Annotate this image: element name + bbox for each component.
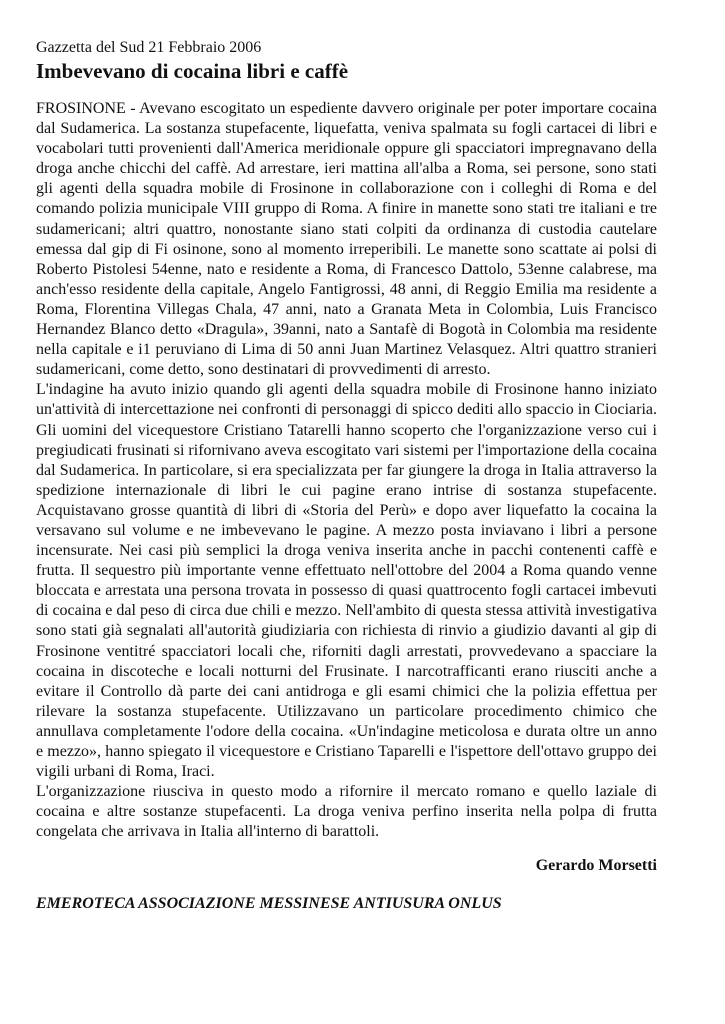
article-paragraph-3: L'organizzazione riusciva in questo modo a rifornire il mercato romano e quello laziale di cocaina e altre sostanze stupefacenti. La droga veniva perfino inserita nella polpa di frutta congelata che arrivava in Italia all'interno di barattoli. bbox=[36, 783, 657, 841]
newspaper-source-date: Gazzetta del Sud 21 Febbraio 2006 bbox=[36, 39, 262, 56]
article-author: Gerardo Morsetti bbox=[535, 857, 657, 875]
article-paragraph-1: FROSINONE - Avevano escogitato un espediente davvero originale per poter importare cocaina dal Sudamerica. La sostanza stupefacente, liquefatta, veniva spalmata su fogli cartacei di libri e vocabolari tutti provenienti dall'America meridionale oppure gli spacciatori impregnavano della droga anche chicchi del caffè. Ad arrestare, ieri mattina all'alba a Roma, sei persone, sono stati gli agenti della squadra mobile di Frosinone in collaborazione con i colleghi di Roma e del comando polizia municipale VIII gruppo di Roma. A finire in manette sono stati tre italiani e tre sudamericani; altri quattro, nonostante siano stati colpiti da ordinanza di custodia cautelare emessa dal gip di Fi osinone, sono al momento irreperibili. Le manette sono scattate ai polsi di Roberto Pistolesi 54enne, nato e residente a Roma, di Francesco Dattolo, 53enne calabrese, ma anch'esso residente della capitale, Angelo Fantigrossi, 48 anni, di Reggio Emilia ma residente a Roma, Florentina Villegas Chala, 47 anni, nato a Granata Meta in Colombia, Luis Francisco Hernandez Blanco detto «Dragula», 39anni, nato a Santafè di Bogotà in Colombia ma residente nella capitale e i1 peruviano di Lima di 50 anni Juan Martinez Velasquez. Altri quattro stranieri sudamericani, come detto, sono destinatari di provvedimenti di arresto. bbox=[36, 100, 657, 379]
article-headline: Imbevevano di cocaina libri e caffè bbox=[36, 59, 349, 83]
archive-footer: EMEROTECA ASSOCIAZIONE MESSINESE ANTIUSURA ONLUS bbox=[36, 895, 502, 913]
article-paragraph-2: L'indagine ha avuto inizio quando gli agenti della squadra mobile di Frosinone hanno iniziato un'attività di intercettazione nei confronti di personaggi di spicco dediti allo spaccio in Ciociaria. Gli uomini del vicequestore Cristiano Tatarelli hanno scoperto che l'organizzazione verso cui i pregiudicati frusinati si rifornivano aveva escogitato vari sistemi per l'importazione della cocaina dal Sudamerica. In particolare, si era specializzata per far giungere la droga in Italia attraverso la spedizione internazionale di libri le cui pagine erano intrise di sostanza stupefacente. Acquistavano grosse quantità di libri di «Storia del Perù» e dopo aver liquefatto la cocaina la versavano sul volume e ne imbevevano le pagine. A mezzo posta inviavano i libri a persone incensurate. Nei casi più semplici la droga veniva inserita anche in pacchi contenenti caffè e frutta. Il sequestro più importante venne effettuato nell'ottobre del 2004 a Roma quando venne bloccata e arrestata una persona trovata in possesso di quasi quattrocento fogli cartacei imbevuti di cocaina e dal peso di circa due chili e mezzo. Nell'ambito di questa stessa attività investigativa sono stati già segnalati all'autorità giudiziaria con richiesta di rinvio a giudizio davanti al gip di Frosinone ventitré spacciatori locali che, riforniti dagli arrestati, provvedevano a spacciare la cocaina in discoteche e locali notturni del Frusinate. I narcotrafficanti erano riusciti anche a evitare il Controllo dà parte dei cani antidroga e gli esami chimici che la polizia effettua per rilevare la sostanza stupefacente. Utilizzavano un particolare procedimento chimico che annullava completamente l'odore della cocaina. «Un'indagine meticolosa e durata oltre un anno e mezzo», hanno spiegato il vicequestore e Cristiano Taparelli e l'ispettore dell'ottavo gruppo dei vigili urbani di Roma, Iraci. bbox=[36, 381, 657, 781]
document-page bbox=[36, 38, 657, 914]
